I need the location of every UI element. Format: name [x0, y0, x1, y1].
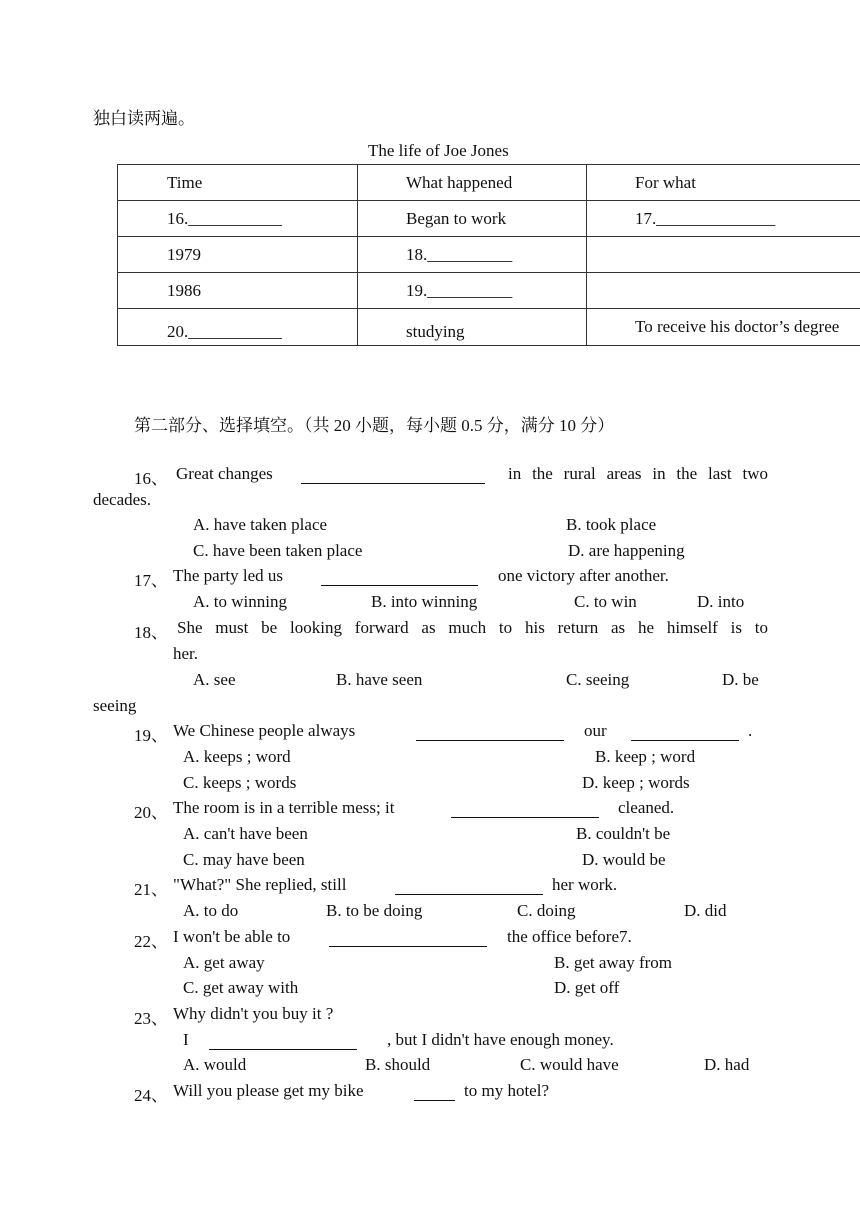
table-row	[118, 201, 860, 237]
option-b[interactable]: B. have seen	[336, 670, 423, 689]
option-d[interactable]: D. be	[722, 670, 759, 689]
table-title: The life of Joe Jones	[368, 141, 509, 160]
question-stem: our	[584, 721, 607, 740]
option-c[interactable]: C. to win	[574, 592, 637, 611]
answer-blank[interactable]	[395, 893, 543, 895]
option-a[interactable]: A. to do	[183, 901, 239, 920]
question-stem: I	[183, 1030, 189, 1049]
header-for-what: For what	[587, 165, 860, 201]
table-row	[118, 273, 860, 309]
question-stem: .	[748, 721, 753, 740]
answer-blank[interactable]	[416, 739, 564, 741]
question-number: 18、	[134, 623, 168, 642]
question-number: 19、	[134, 726, 168, 745]
option-c[interactable]: C. doing	[517, 901, 576, 920]
question-stem: The room is in a terrible mess; it	[173, 798, 395, 817]
question-stem: her work.	[552, 875, 618, 894]
header-time: Time	[118, 165, 358, 201]
question-number: 21、	[134, 880, 168, 899]
option-b[interactable]: B. into winning	[371, 592, 478, 611]
option-c[interactable]: C. seeing	[566, 670, 630, 689]
option-d-wrap: seeing	[93, 696, 137, 715]
answer-blank[interactable]	[414, 1099, 455, 1101]
table-cell	[587, 237, 860, 273]
table-row	[118, 237, 860, 273]
answer-blank[interactable]	[329, 945, 487, 947]
table-cell: 17.______________	[587, 201, 860, 237]
answer-blank[interactable]	[631, 739, 739, 741]
question-number: 23、	[134, 1009, 168, 1028]
option-b[interactable]: B. get away from	[554, 953, 673, 972]
question-stem: We Chinese people always	[173, 721, 356, 740]
option-b[interactable]: B. to be doing	[326, 901, 423, 920]
table-cell: Began to work	[358, 201, 587, 237]
option-a[interactable]: A. would	[183, 1055, 247, 1074]
option-c[interactable]: C. keeps ; words	[183, 773, 297, 792]
question-stem: I won't be able to	[173, 927, 291, 946]
option-d[interactable]: D. get off	[554, 978, 620, 997]
option-a[interactable]: A. can't have been	[183, 824, 308, 843]
option-b[interactable]: B. should	[365, 1055, 431, 1074]
table-cell: 1979	[118, 237, 358, 273]
option-a[interactable]: A. keeps ; word	[183, 747, 291, 766]
option-b[interactable]: B. couldn't be	[576, 824, 671, 843]
option-d[interactable]: D. keep ; words	[582, 773, 690, 792]
question-stem: Great changes	[176, 464, 273, 483]
question-stem: decades.	[93, 490, 152, 509]
table-cell: 18.__________	[358, 237, 587, 273]
option-c[interactable]: C. would have	[520, 1055, 619, 1074]
table-cell: 20.___________	[167, 321, 282, 341]
option-a[interactable]: A. to winning	[193, 592, 287, 611]
intro-line: 独白读两遍。	[93, 109, 195, 128]
table-header-row	[118, 165, 860, 201]
life-table	[117, 164, 860, 346]
answer-blank[interactable]	[209, 1048, 357, 1050]
question-number: 22、	[134, 932, 168, 951]
option-a[interactable]: A. get away	[183, 953, 265, 972]
question-stem: She must be looking forward as much to his return as he himself is to	[177, 618, 768, 637]
option-a[interactable]: A. see	[193, 670, 236, 689]
option-c[interactable]: C. have been taken place	[193, 541, 363, 560]
question-stem: The party led us	[173, 566, 283, 585]
option-c[interactable]: C. may have been	[183, 850, 305, 869]
table-cell: 1986	[118, 273, 358, 309]
question-stem: to my hotel?	[464, 1081, 549, 1100]
option-c[interactable]: C. get away with	[183, 978, 299, 997]
question-stem: one victory after another.	[498, 566, 669, 585]
answer-blank[interactable]	[321, 584, 478, 586]
question-stem: Why didn't you buy it ?	[173, 1004, 334, 1023]
question-stem: cleaned.	[618, 798, 675, 817]
table-row	[118, 309, 860, 346]
question-stem: , but I didn't have enough money.	[387, 1030, 614, 1049]
question-stem: the office before7.	[507, 927, 632, 946]
option-b[interactable]: B. took place	[566, 515, 657, 534]
section-heading: 第二部分、选择填空。（共 20 小题，每小题 0.5 分，满分 10 分）	[134, 416, 615, 435]
header-what-happened: What happened	[358, 165, 587, 201]
question-number: 16、	[134, 469, 168, 488]
option-b[interactable]: B. keep ; word	[595, 747, 696, 766]
table-cell: studying	[406, 321, 465, 341]
question-stem: her.	[173, 644, 199, 663]
question-stem: "What?" She replied, still	[173, 875, 347, 894]
option-d[interactable]: D. are happening	[568, 541, 685, 560]
question-number: 20、	[134, 803, 168, 822]
option-d[interactable]: D. into	[697, 592, 745, 611]
question-number: 24、	[134, 1086, 168, 1105]
question-number: 17、	[134, 571, 168, 590]
answer-blank[interactable]	[451, 816, 599, 818]
option-d[interactable]: D. would be	[582, 850, 666, 869]
answer-blank[interactable]	[301, 482, 485, 484]
table-cell	[587, 273, 860, 309]
option-d[interactable]: D. did	[684, 901, 727, 920]
question-stem: in the rural areas in the last two	[508, 464, 768, 483]
table-cell-degree: To receive his doctor’s degree	[635, 317, 840, 336]
option-d[interactable]: D. had	[704, 1055, 750, 1074]
question-stem: Will you please get my bike	[173, 1081, 364, 1100]
table-cell: 16.___________	[118, 201, 358, 237]
option-a[interactable]: A. have taken place	[193, 515, 328, 534]
table-cell: 19.__________	[358, 273, 587, 309]
